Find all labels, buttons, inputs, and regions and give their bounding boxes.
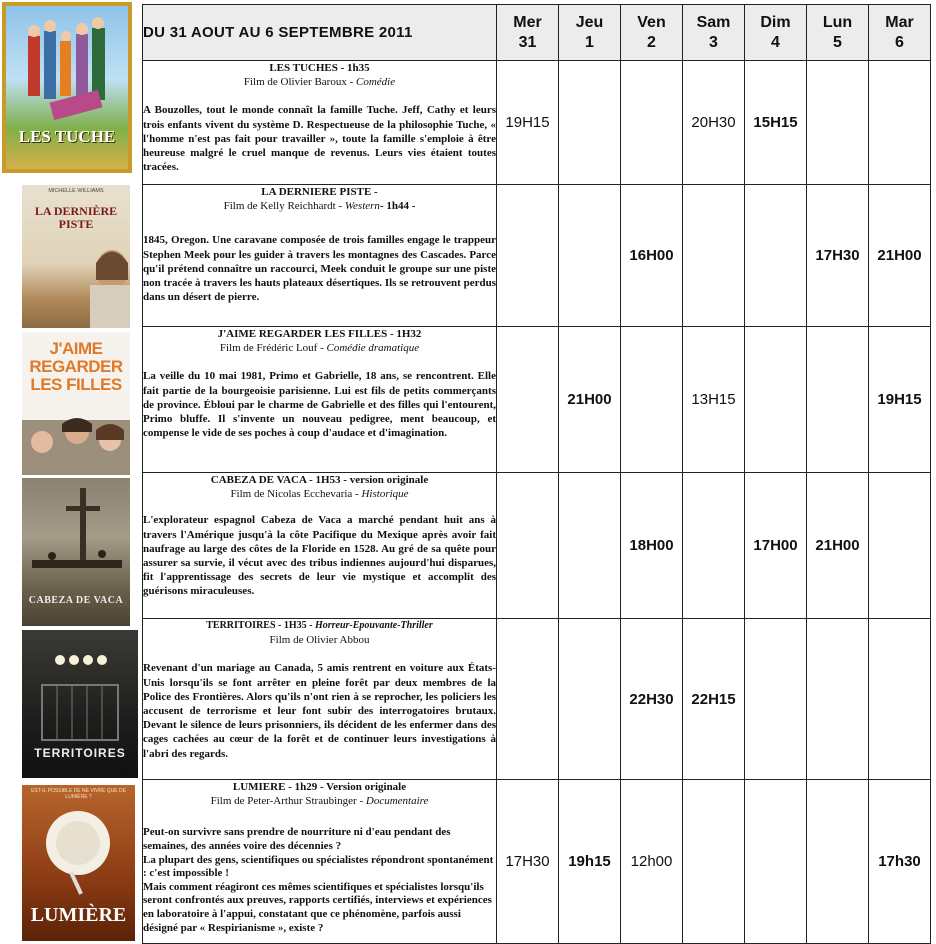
poster-title: LES TUCHE <box>18 127 116 146</box>
showtime-cell: 15H15 <box>745 61 807 185</box>
actors-photo <box>22 332 130 475</box>
film-description <box>143 61 497 185</box>
showtime-cell <box>683 185 745 327</box>
film-description <box>143 327 497 473</box>
showtime-cell: 19H15 <box>869 327 931 473</box>
day-header-sam: Sam 3 <box>683 5 745 61</box>
poster-territoires <box>22 630 138 778</box>
showtime-cell <box>497 185 559 327</box>
showtime-cell <box>807 780 869 944</box>
showtime-cell: 16H00 <box>621 185 683 327</box>
film-title: CABEZA DE VACA - 1H53 - version originale <box>210 474 429 486</box>
film-title: LA DERNIERE PISTE - <box>261 186 378 198</box>
showtime-cell <box>745 780 807 944</box>
film-synopsis: Peut-on survivre sans prendre de nourriture ni d'eau pendant des semaines, des années voire des décennies ? La plupart des gens, scientifiques ou spécialistes répondront spontanément : c'est impossible ! Mais comment réagiront ces mêmes scientifiques et spécialistes lorsqu'ils seront confrontés aux preuves, rapports certifiés, interviews et expériences en laboratoire à l'appui, constatant que ce phénomène, parfois aussi désigné par « Respirianisme », existe ? <box>143 826 494 934</box>
period-header: DU 31 AOUT AU 6 SEPTEMBRE 2011 <box>143 5 497 61</box>
poster-title: CABEZA DE VACA <box>28 595 124 606</box>
showtime-cell: 13H15 <box>683 327 745 473</box>
showtime-cell: 17H00 <box>745 473 807 619</box>
day-header-ven: Ven 2 <box>621 5 683 61</box>
film-director: Film de Peter-Arthur Straubinger - Documentaire <box>210 795 429 808</box>
showtime-cell <box>745 327 807 473</box>
poster-top-text: MICHELLE WILLIAMS <box>48 188 104 194</box>
showtime-cell <box>559 473 621 619</box>
poster-lumiere <box>22 785 135 941</box>
table-row <box>143 780 931 944</box>
poster-cabeza-de-vaca <box>22 478 130 626</box>
poster-title: LUMIÈRE <box>30 904 127 926</box>
poster-title: TERRITOIRES <box>34 746 126 760</box>
film-synopsis: L'explorateur espagnol Cabeza de Vaca a marché pendant huit ans à travers l'Amérique jusqu'à la côte Pacifique du Mexique après avoir fait naufrage au large des côtes de la Floride en 1528. Au gré de sa quête pour assurer sa survie, il vécut avec des tribus indiennes aujourd'hui disparues, fit l'apprentissage des secrets de leur vie mystique et accomplit des guérisons miraculeuses. <box>143 514 496 598</box>
film-title: LES TUCHES - 1h35 <box>269 62 370 74</box>
poster-j-aime-regarder-les-filles <box>22 332 130 475</box>
film-director: Film de Olivier Abbou <box>269 634 370 647</box>
showtime-cell <box>559 185 621 327</box>
film-synopsis: La veille du 10 mai 1981, Primo et Gabrielle, 18 ans, se rencontrent. Elle fait partie de la bourgeoisie parisienne. Lui est fils de petits commerçants de province. Ébloui par le charme de Gabrielle et des filles qui l'entourent, Primo bluffe. Il s'invente un nouveau pedigree, ment beaucoup, et compense le vide de ses poches à coup d'audace et d'imagination. <box>143 370 496 440</box>
showtime-cell: 17H30 <box>497 780 559 944</box>
table-row <box>143 327 931 473</box>
film-description <box>143 619 497 780</box>
showtime-cell <box>869 619 931 780</box>
poster-title: LA DERNIÈRE PISTE <box>34 204 118 231</box>
showtime-cell <box>869 61 931 185</box>
showtime-cell <box>807 61 869 185</box>
showtime-cell <box>497 327 559 473</box>
day-header-jeu: Jeu 1 <box>559 5 621 61</box>
showtime-cell <box>559 61 621 185</box>
day-header-mar: Mar 6 <box>869 5 931 61</box>
film-description <box>143 780 497 944</box>
showtime-cell: 21H00 <box>869 185 931 327</box>
showtime-cell <box>559 619 621 780</box>
film-title: J'AIME REGARDER LES FILLES - 1H32 <box>217 328 422 340</box>
showtime-cell: 22H30 <box>621 619 683 780</box>
film-director: Film de Frédéric Louf - Comédie dramatique <box>219 342 420 355</box>
film-description <box>143 473 497 619</box>
showtime-cell: 17h30 <box>869 780 931 944</box>
header-row <box>143 5 931 61</box>
showtime-cell <box>621 61 683 185</box>
poster-title: J'AIME REGARDER LES FILLES <box>29 339 123 394</box>
film-synopsis: A Bouzolles, tout le monde connaît la famille Tuche. Jeff, Cathy et leurs trois enfants vivent du système D. Respectueuse de la philosophie Tuche, « l'homme n'est pas fait pour travailler », toute la famille s'emploie à être heureuse malgré le cruel manque de revenus. Leurs vies étaient toutes tracées. <box>143 104 496 174</box>
showtime-cell <box>869 473 931 619</box>
poster-les-tuche <box>2 2 132 173</box>
showtime-cell <box>683 473 745 619</box>
showtime-cell: 21H00 <box>807 473 869 619</box>
table-row <box>143 185 931 327</box>
showtime-cell <box>683 780 745 944</box>
day-header-dim: Dim 4 <box>745 5 807 61</box>
poster-la-derniere-piste <box>22 185 130 328</box>
film-director: Film de Kelly Reichhardt - Western- 1h44 - <box>223 200 416 213</box>
showtime-cell: 19H15 <box>497 61 559 185</box>
film-synopsis: Revenant d'un mariage au Canada, 5 amis rentrent en voiture aux États-Unis lorsqu'ils se font arrêter en pleine forêt par deux membres de la Police des Frontières. Alors qu'ils n'ont rien à se reprocher, les policiers les accusent de terrorisme et leur font subir des interrogatoires brutaux. Devant le silence de leurs prisonniers, ils décident de les enfermer dans des cages cachées au cœur de la forêt et de continuer leurs investigations à l'abri des regards. <box>143 662 496 760</box>
table-row <box>143 473 931 619</box>
showtime-cell: 22H15 <box>683 619 745 780</box>
film-description <box>143 185 497 327</box>
showtime-cell: 18H00 <box>621 473 683 619</box>
schedule-table <box>142 4 931 944</box>
showtime-cell <box>807 619 869 780</box>
table-row <box>143 61 931 185</box>
showtime-cell <box>497 619 559 780</box>
poster-top-text: EST-IL POSSIBLE DE NE VIVRE QUE DE LUMIÈRE ? <box>31 788 126 800</box>
film-title: TERRITOIRES - 1H35 - Horreur-Epouvante-Thriller <box>206 620 433 631</box>
showtime-cell: 20H30 <box>683 61 745 185</box>
showtime-cell: 21H00 <box>559 327 621 473</box>
film-synopsis: 1845, Oregon. Une caravane composée de trois familles engage le trappeur Stephen Meek pour les guider à travers les montagnes des Cascades. Parce qu'il prétend connaître un raccourci, Meek conduit le groupe sur une piste non tracée à travers les hauts plateaux désertiques. Ils se retrouvent perdus dans un désert de pierre. <box>143 234 496 304</box>
showtime-cell: 17H30 <box>807 185 869 327</box>
showtime-cell: 12h00 <box>621 780 683 944</box>
showtime-cell <box>745 619 807 780</box>
showtime-cell <box>497 473 559 619</box>
showtime-cell: 19h15 <box>559 780 621 944</box>
film-director: Film de Olivier Baroux - Comédie <box>243 76 396 89</box>
showtime-cell <box>745 185 807 327</box>
day-header-lun: Lun 5 <box>807 5 869 61</box>
film-title: LUMIERE - 1h29 - Version originale <box>232 781 407 793</box>
showtime-cell <box>807 327 869 473</box>
woman-portrait <box>22 185 130 328</box>
table-row <box>143 619 931 780</box>
day-header-mer: Mer 31 <box>497 5 559 61</box>
film-director: Film de Nicolas Ecchevaria - Historique <box>230 488 409 501</box>
showtime-cell <box>621 327 683 473</box>
